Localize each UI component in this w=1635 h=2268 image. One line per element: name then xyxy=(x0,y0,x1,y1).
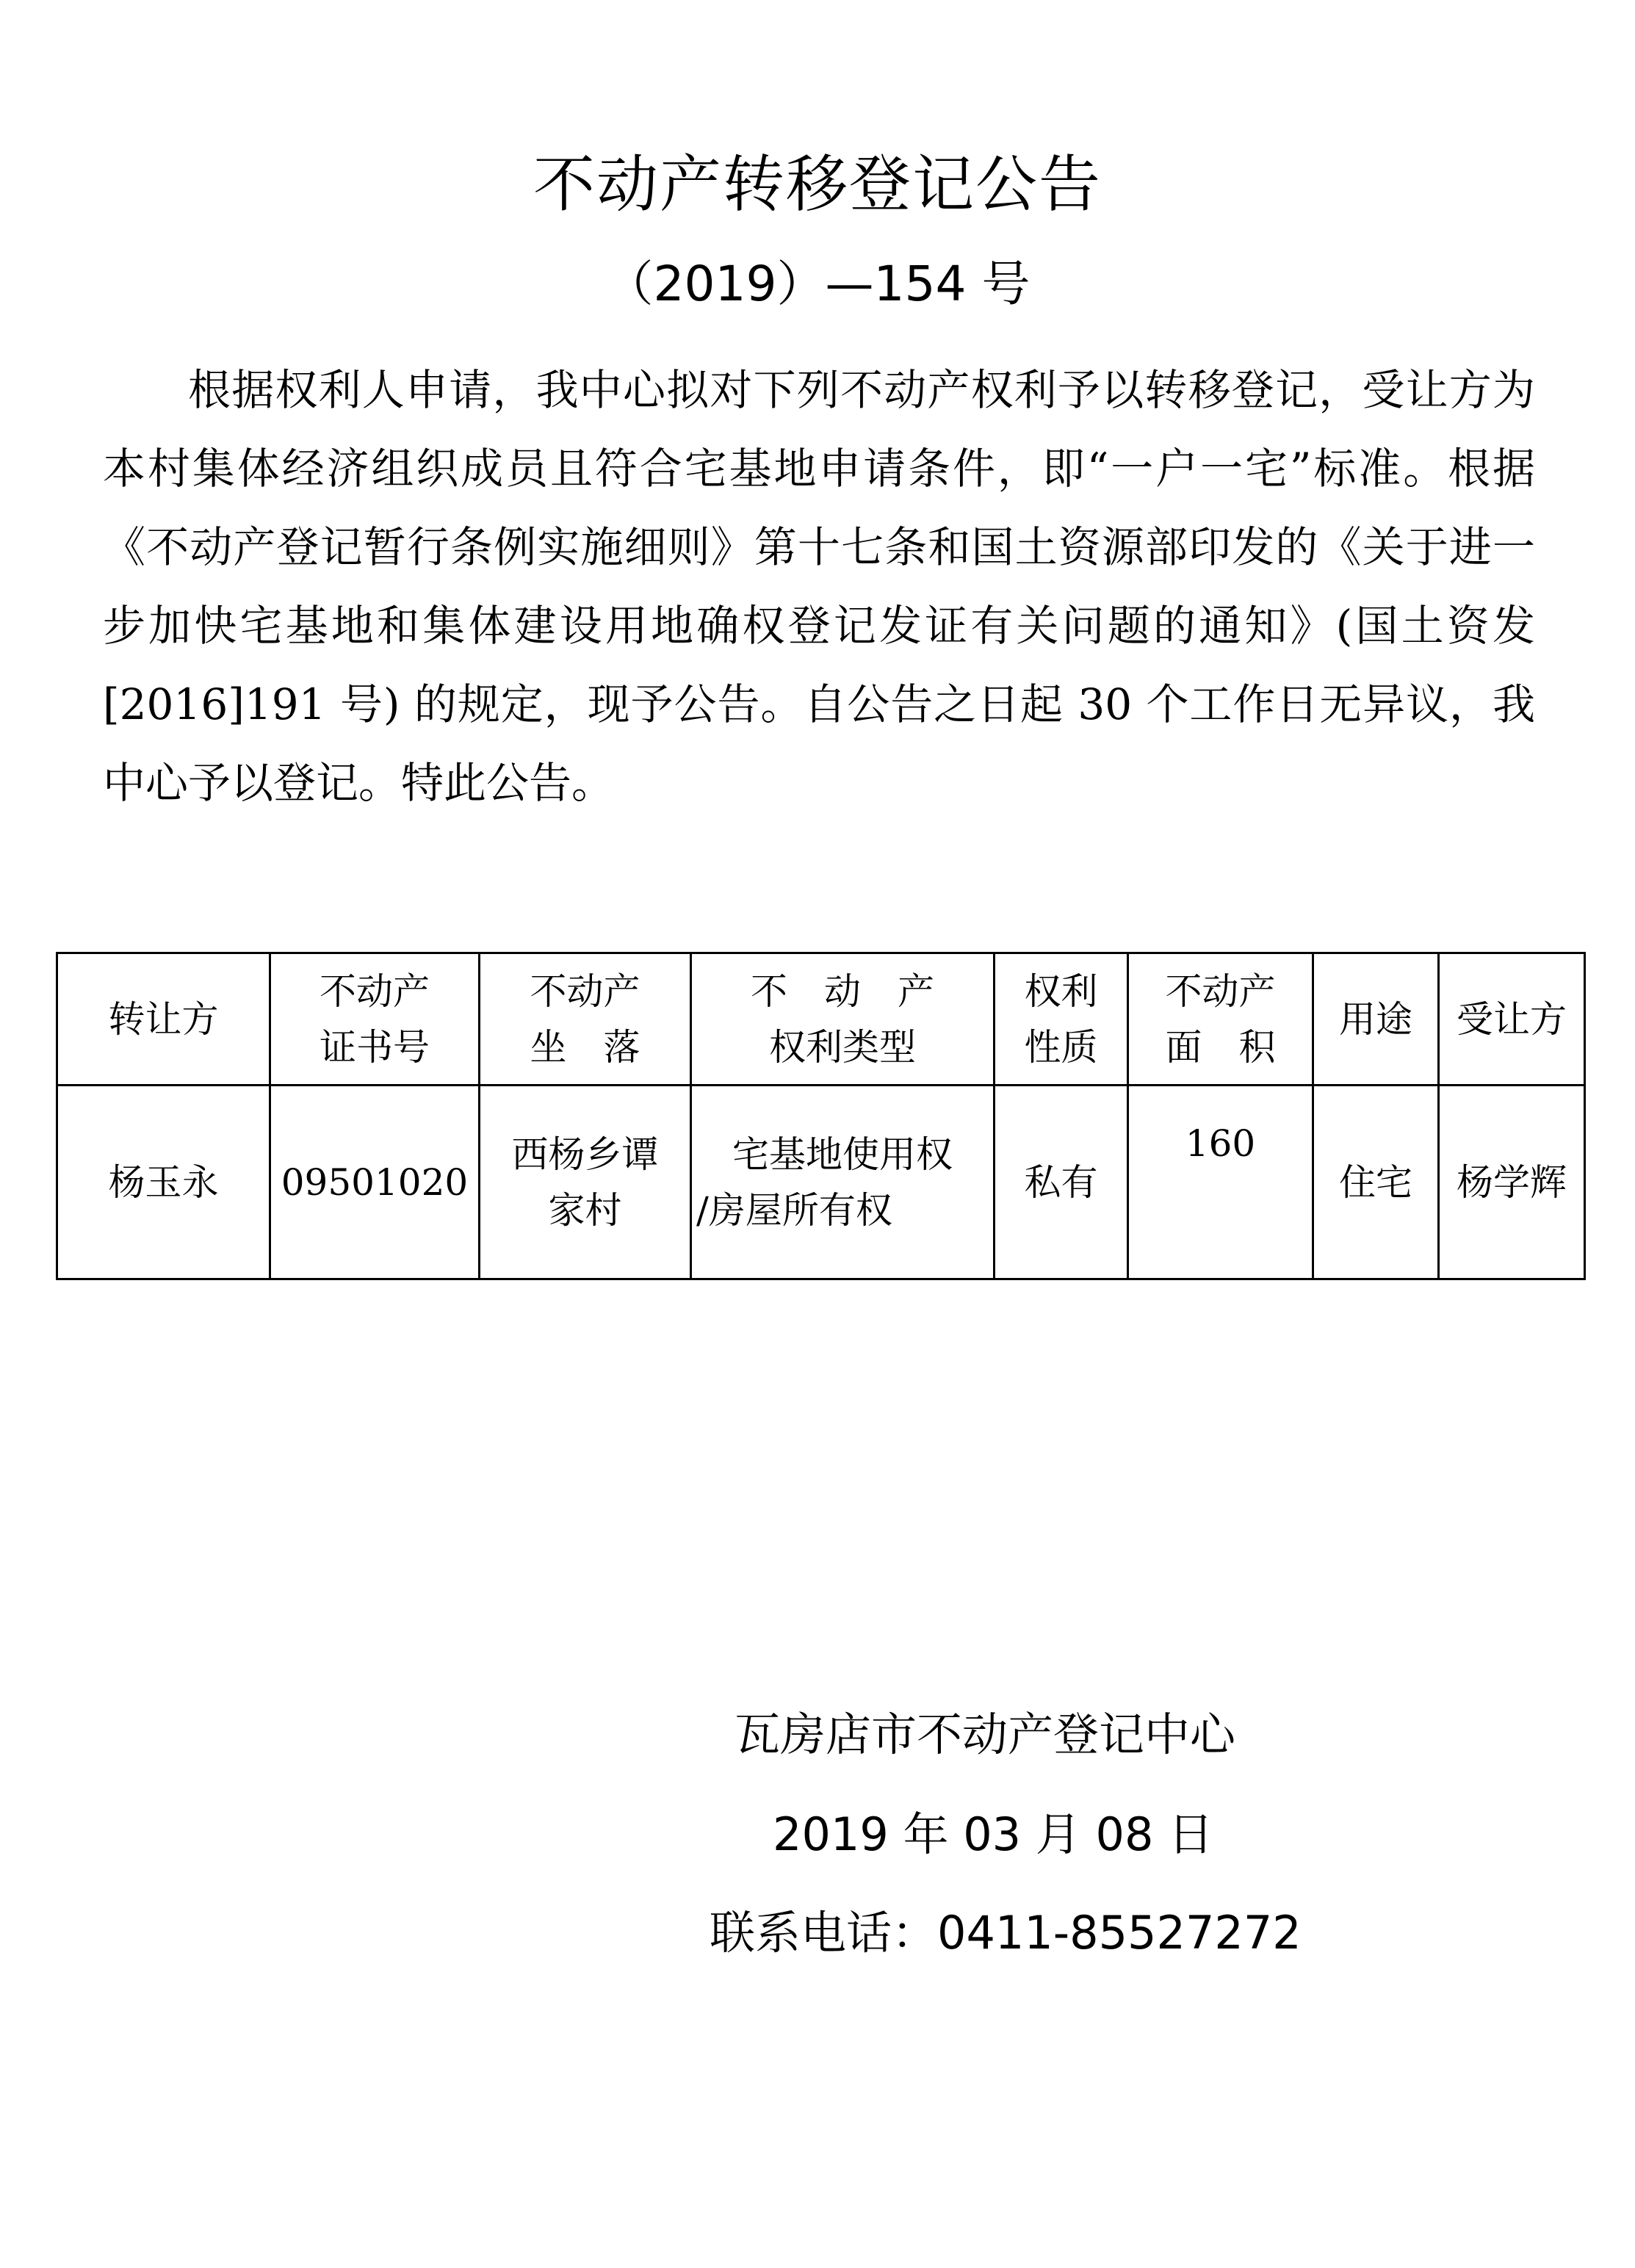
header-location xyxy=(480,953,691,1086)
header-transferee xyxy=(1439,953,1585,1086)
location-line-2: 家村 xyxy=(548,1188,622,1232)
cell-usage: 住宅 xyxy=(1313,1086,1439,1279)
issue-date: 2019 年 03 月 08 日 xyxy=(773,1807,1214,1861)
registration-table xyxy=(56,952,1586,1280)
header-certificate-no xyxy=(270,953,480,1086)
notice-body: 根据权利人申请，我中心拟对下列不动产权利予以转移登记，受让方为本村集体经济组织成员且符合宅基地申请条件，即“一户一宅”标准。根据《不动产登记暂行条例实施细则》第十七条和国土资源部印发的《关于进一步加快宅基地和集体建设用地确权登记发证有关问题的通知》(国土资发[2016]191 号) 的规定，现予公告。自公告之日起 30 个工作日无异议，我中心予以登记。特此公告。 xyxy=(103,365,1535,808)
header-text: 转让方 xyxy=(108,997,219,1041)
header-nature xyxy=(995,953,1128,1086)
header-text: 受让方 xyxy=(1457,997,1567,1041)
cell-location xyxy=(480,1086,691,1279)
header-text: 面 积 xyxy=(1165,1025,1276,1069)
notice-number: （2019）—154 号 xyxy=(604,256,1031,312)
header-text: 不 动 产 xyxy=(751,969,934,1013)
header-text: 证书号 xyxy=(320,1025,430,1069)
table-row xyxy=(57,1086,1585,1279)
notice-title: 不动产转移登记公告 xyxy=(533,148,1102,220)
cell-certificate-no: 09501020 xyxy=(270,1086,480,1279)
header-text: 用途 xyxy=(1339,997,1412,1041)
cell-area: 160 xyxy=(1128,1086,1313,1279)
cell-nature: 私有 xyxy=(995,1086,1128,1279)
right-type-line-1: 宅基地使用权 xyxy=(732,1133,953,1176)
issuing-organization: 瓦房店市不动产登记中心 xyxy=(735,1708,1236,1761)
header-text: 权利类型 xyxy=(769,1025,916,1069)
header-transferor xyxy=(57,953,270,1086)
header-area xyxy=(1128,953,1313,1086)
table-header-row xyxy=(57,953,1585,1086)
cell-transferor: 杨玉永 xyxy=(57,1086,270,1279)
contact-phone: 联系电话：0411-85527272 xyxy=(710,1906,1302,1960)
header-text: 不动产 xyxy=(1165,969,1276,1013)
location-line-1: 西杨乡谭 xyxy=(511,1133,659,1176)
header-right-type xyxy=(691,953,995,1086)
header-text: 不动产 xyxy=(320,969,430,1013)
right-type-line-2: /房屋所有权 xyxy=(696,1188,892,1232)
header-text: 权利 xyxy=(1024,969,1098,1013)
header-text: 不动产 xyxy=(530,969,640,1013)
header-usage xyxy=(1313,953,1439,1086)
cell-transferee: 杨学辉 xyxy=(1439,1086,1585,1279)
header-text: 坐 落 xyxy=(530,1025,640,1069)
header-text: 性质 xyxy=(1024,1025,1098,1069)
cell-right-type xyxy=(691,1086,995,1279)
